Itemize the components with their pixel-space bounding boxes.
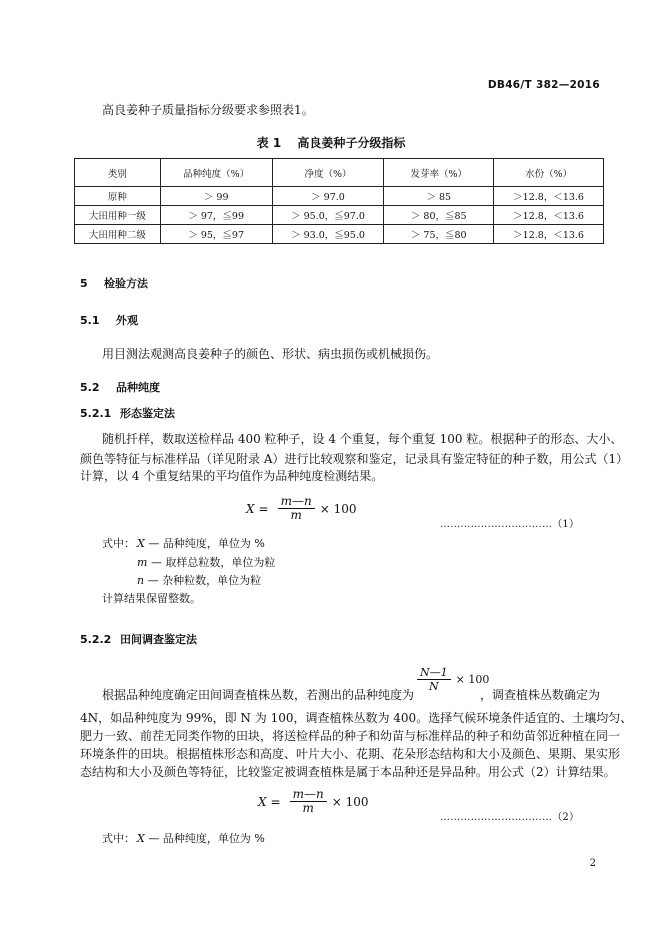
- paragraph-line: 计算，以 4 个重复结果的平均值作为品种纯度检测结果。: [80, 469, 384, 483]
- formula-denominator: m: [302, 801, 314, 815]
- inline-formula: [412, 666, 489, 693]
- equation-number: ……………………………（1）: [440, 519, 580, 530]
- table-cell: ＞ 95，≦97: [160, 225, 272, 244]
- variable-definition: [137, 535, 265, 553]
- table-cell: ＞ 95.0，≦97.0: [272, 206, 384, 225]
- variable-description: — 杂种粒数，单位为粒: [147, 574, 262, 587]
- where-label: 式中：: [102, 832, 135, 845]
- section-number: 5.1: [80, 314, 100, 327]
- table-header-cell: 发芽率（%）: [384, 159, 494, 187]
- variable-definition: [137, 830, 265, 848]
- paragraph-line: 肥力一致、前茬无同类作物的田块，将送检样品的种子和幼苗与标准样品的种子和幼苗邻近种植在同一: [80, 729, 621, 743]
- section-title: 品种纯度: [116, 381, 160, 394]
- paragraph-line: 态结构和大小及颜色等特征，比较鉴定被调查植株是属于本品种还是异品种。用公式（2）计算结果。: [80, 765, 616, 779]
- section-number: 5: [80, 277, 88, 290]
- section-5-1-heading: [80, 312, 138, 328]
- table-cell: ＞ 93.0，≦95.0: [272, 225, 384, 244]
- table-cell: ＞ 80，≦85: [384, 206, 494, 225]
- table-row: [75, 187, 604, 206]
- formula-numerator: m—n: [292, 787, 324, 801]
- table-cell: ＞ 85: [384, 187, 494, 206]
- variable-description: — 取样总粒数，单位为粒: [150, 556, 276, 569]
- table-caption: 表 1 高良姜种子分级指标: [256, 136, 406, 150]
- section-5-heading: [80, 275, 148, 291]
- section-title: 田间调查鉴定法: [120, 633, 197, 646]
- page-number: 2: [589, 858, 596, 869]
- variable-description: — 品种纯度，单位为 %: [148, 537, 265, 550]
- paragraph-line: 4N，如品种纯度为 99%，即 N 为 100，调查植株丛数为 400。选择气候环境条件适宜的、土壤均匀、: [80, 711, 633, 725]
- document-number: DB46/T 382—2016: [487, 79, 600, 91]
- section-5-2-heading: [80, 379, 160, 395]
- table-row: [75, 225, 604, 244]
- variable-symbol: n: [137, 574, 145, 587]
- formula-numerator: N—1: [420, 666, 448, 679]
- table-cell: ＞12.8，＜13.6: [494, 225, 604, 244]
- paragraph-line: ，调查植株丛数确定为: [480, 688, 601, 702]
- formula-fraction: [290, 788, 327, 815]
- table-cell: ＞ 97，≦99: [160, 206, 272, 225]
- formula-1: [246, 495, 357, 522]
- table-cell: ＞ 99: [160, 187, 272, 206]
- table-cell: ＞ 75，≦80: [384, 225, 494, 244]
- paragraph-line: 环境条件的田块。根据植株形态和高度、叶片大小、花期、花朵形态结构和大小及颜色、果期、果实形: [80, 747, 621, 761]
- section-number: 5.2.2: [80, 633, 112, 646]
- table-cell: 原种: [75, 187, 161, 206]
- formula-2: [258, 788, 369, 815]
- paragraph-line: 随机扦样，数取送检样品 400 粒种子，设 4 个重复，每个重复 100 粒。根据种子的形态、大小、: [102, 432, 623, 446]
- table-cell: 大田用种一级: [75, 206, 161, 225]
- section-5-2-1-heading: [80, 405, 175, 421]
- section-title: 外观: [116, 314, 138, 327]
- variable-symbol: X: [137, 832, 145, 845]
- formula-equals: =: [270, 794, 281, 809]
- table-cell: 大田用种二级: [75, 225, 161, 244]
- section-number: 5.2: [80, 381, 100, 394]
- table-cell: ＞12.8，＜13.6: [494, 187, 604, 206]
- formula-numerator: m—n: [280, 494, 312, 508]
- section-5-2-2-heading: [80, 631, 197, 647]
- table-row: [75, 206, 604, 225]
- formula-denominator: m: [290, 508, 302, 522]
- formula-equals: =: [258, 501, 269, 516]
- variable-symbol: m: [137, 556, 148, 569]
- formula-lhs: X: [246, 501, 255, 516]
- table-header-cell: 类别: [75, 159, 161, 187]
- rounding-note: 计算结果保留整数。: [102, 592, 201, 605]
- variable-definition: [137, 572, 261, 590]
- formula-fraction: [417, 666, 451, 693]
- variable-description: — 品种纯度，单位为 %: [148, 832, 265, 845]
- variable-definition: [137, 554, 275, 572]
- table-header-row: [75, 159, 604, 187]
- table-cell: ＞12.8，＜13.6: [494, 206, 604, 225]
- variable-symbol: X: [137, 537, 145, 550]
- section-title: 形态鉴定法: [120, 407, 175, 420]
- formula-fraction: [278, 495, 315, 522]
- table-header-cell: 水份（%）: [494, 159, 604, 187]
- section-number: 5.2.1: [80, 407, 112, 420]
- section-title: 检验方法: [104, 277, 148, 290]
- table-header-cell: 品种纯度（%）: [160, 159, 272, 187]
- paragraph-line: 颜色等特征与标准样品（详见附录 A）进行比较观察和鉴定，记录具有鉴定特征的种子数，用公式（1）: [80, 452, 629, 466]
- table-cell: ＞ 97.0: [272, 187, 384, 206]
- section-5-1-text: 用目测法观测高良姜种子的颜色、形状、病虫损伤或机械损伤。: [102, 347, 439, 361]
- equation-number: ……………………………（2）: [440, 812, 580, 823]
- formula-lhs: X: [258, 794, 267, 809]
- formula-multiplier: × 100: [331, 794, 369, 809]
- formula-multiplier: × 100: [319, 501, 357, 516]
- grading-table: [74, 158, 604, 244]
- intro-paragraph: 高良姜种子质量指标分级要求参照表1。: [102, 103, 314, 117]
- table-header-cell: 净度（%）: [272, 159, 384, 187]
- formula-denominator: N: [429, 680, 439, 693]
- paragraph-line: 根据品种纯度确定田间调查植株丛数，若测出的品种纯度为: [102, 688, 415, 702]
- where-label: 式中：: [102, 537, 135, 550]
- formula-multiplier: × 100: [455, 673, 490, 686]
